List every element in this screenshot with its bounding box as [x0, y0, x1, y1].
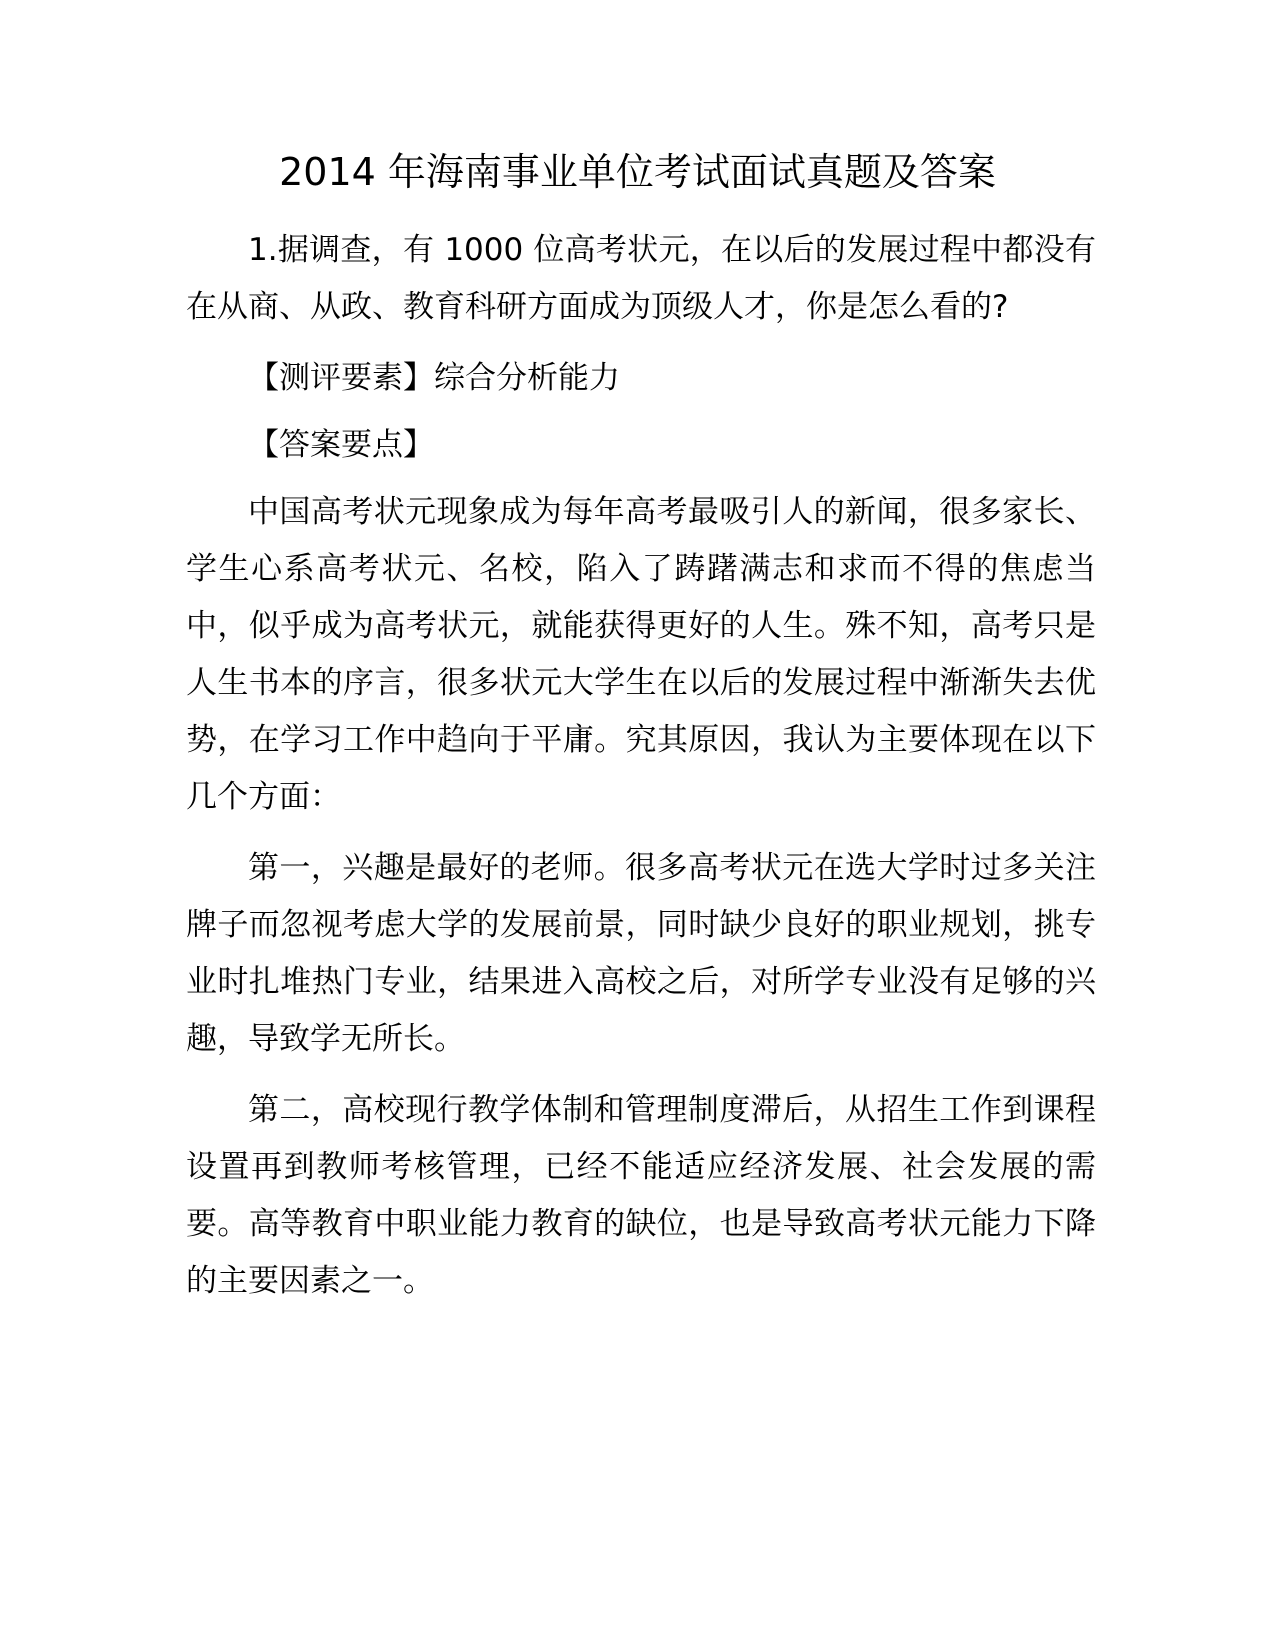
- question-paragraph: 1.据调查，有 1000 位高考状元，在以后的发展过程中都没有在从商、从政、教育科研方面成为顶级人才，你是怎么看的?: [186, 232, 1096, 325]
- document-body: [186, 222, 1096, 1324]
- evaluation-element-heading: 【测评要素】综合分析能力: [248, 360, 620, 396]
- answer-points-heading: 【答案要点】: [248, 427, 434, 463]
- answer-point-1-paragraph: 第一，兴趣是最好的老师。很多高考状元在选大学时过多关注牌子而忽视考虑大学的发展前景，同时缺少良好的职业规划，挑专业时扎堆热门专业，结果进入高校之后，对所学专业没有足够的兴趣，导致学无所长。: [186, 850, 1096, 1057]
- document-title: 2014 年海南事业单位考试面试真题及答案: [279, 150, 996, 194]
- answer-intro-paragraph: 中国高考状元现象成为每年高考最吸引人的新闻，很多家长、学生心系高考状元、名校，陷入了踌躇满志和求而不得的焦虑当中，似乎成为高考状元，就能获得更好的人生。殊不知，高考只是人生书本的序言，很多状元大学生在以后的发展过程中渐渐失去优势，在学习工作中趋向于平庸。究其原因，我认为主要体现在以下几个方面：: [186, 494, 1096, 815]
- answer-point-2-paragraph: 第二，高校现行教学体制和管理制度滞后，从招生工作到课程设置再到教师考核管理，已经不能适应经济发展、社会发展的需要。高等教育中职业能力教育的缺位，也是导致高考状元能力下降的主要因素之一。: [186, 1092, 1096, 1299]
